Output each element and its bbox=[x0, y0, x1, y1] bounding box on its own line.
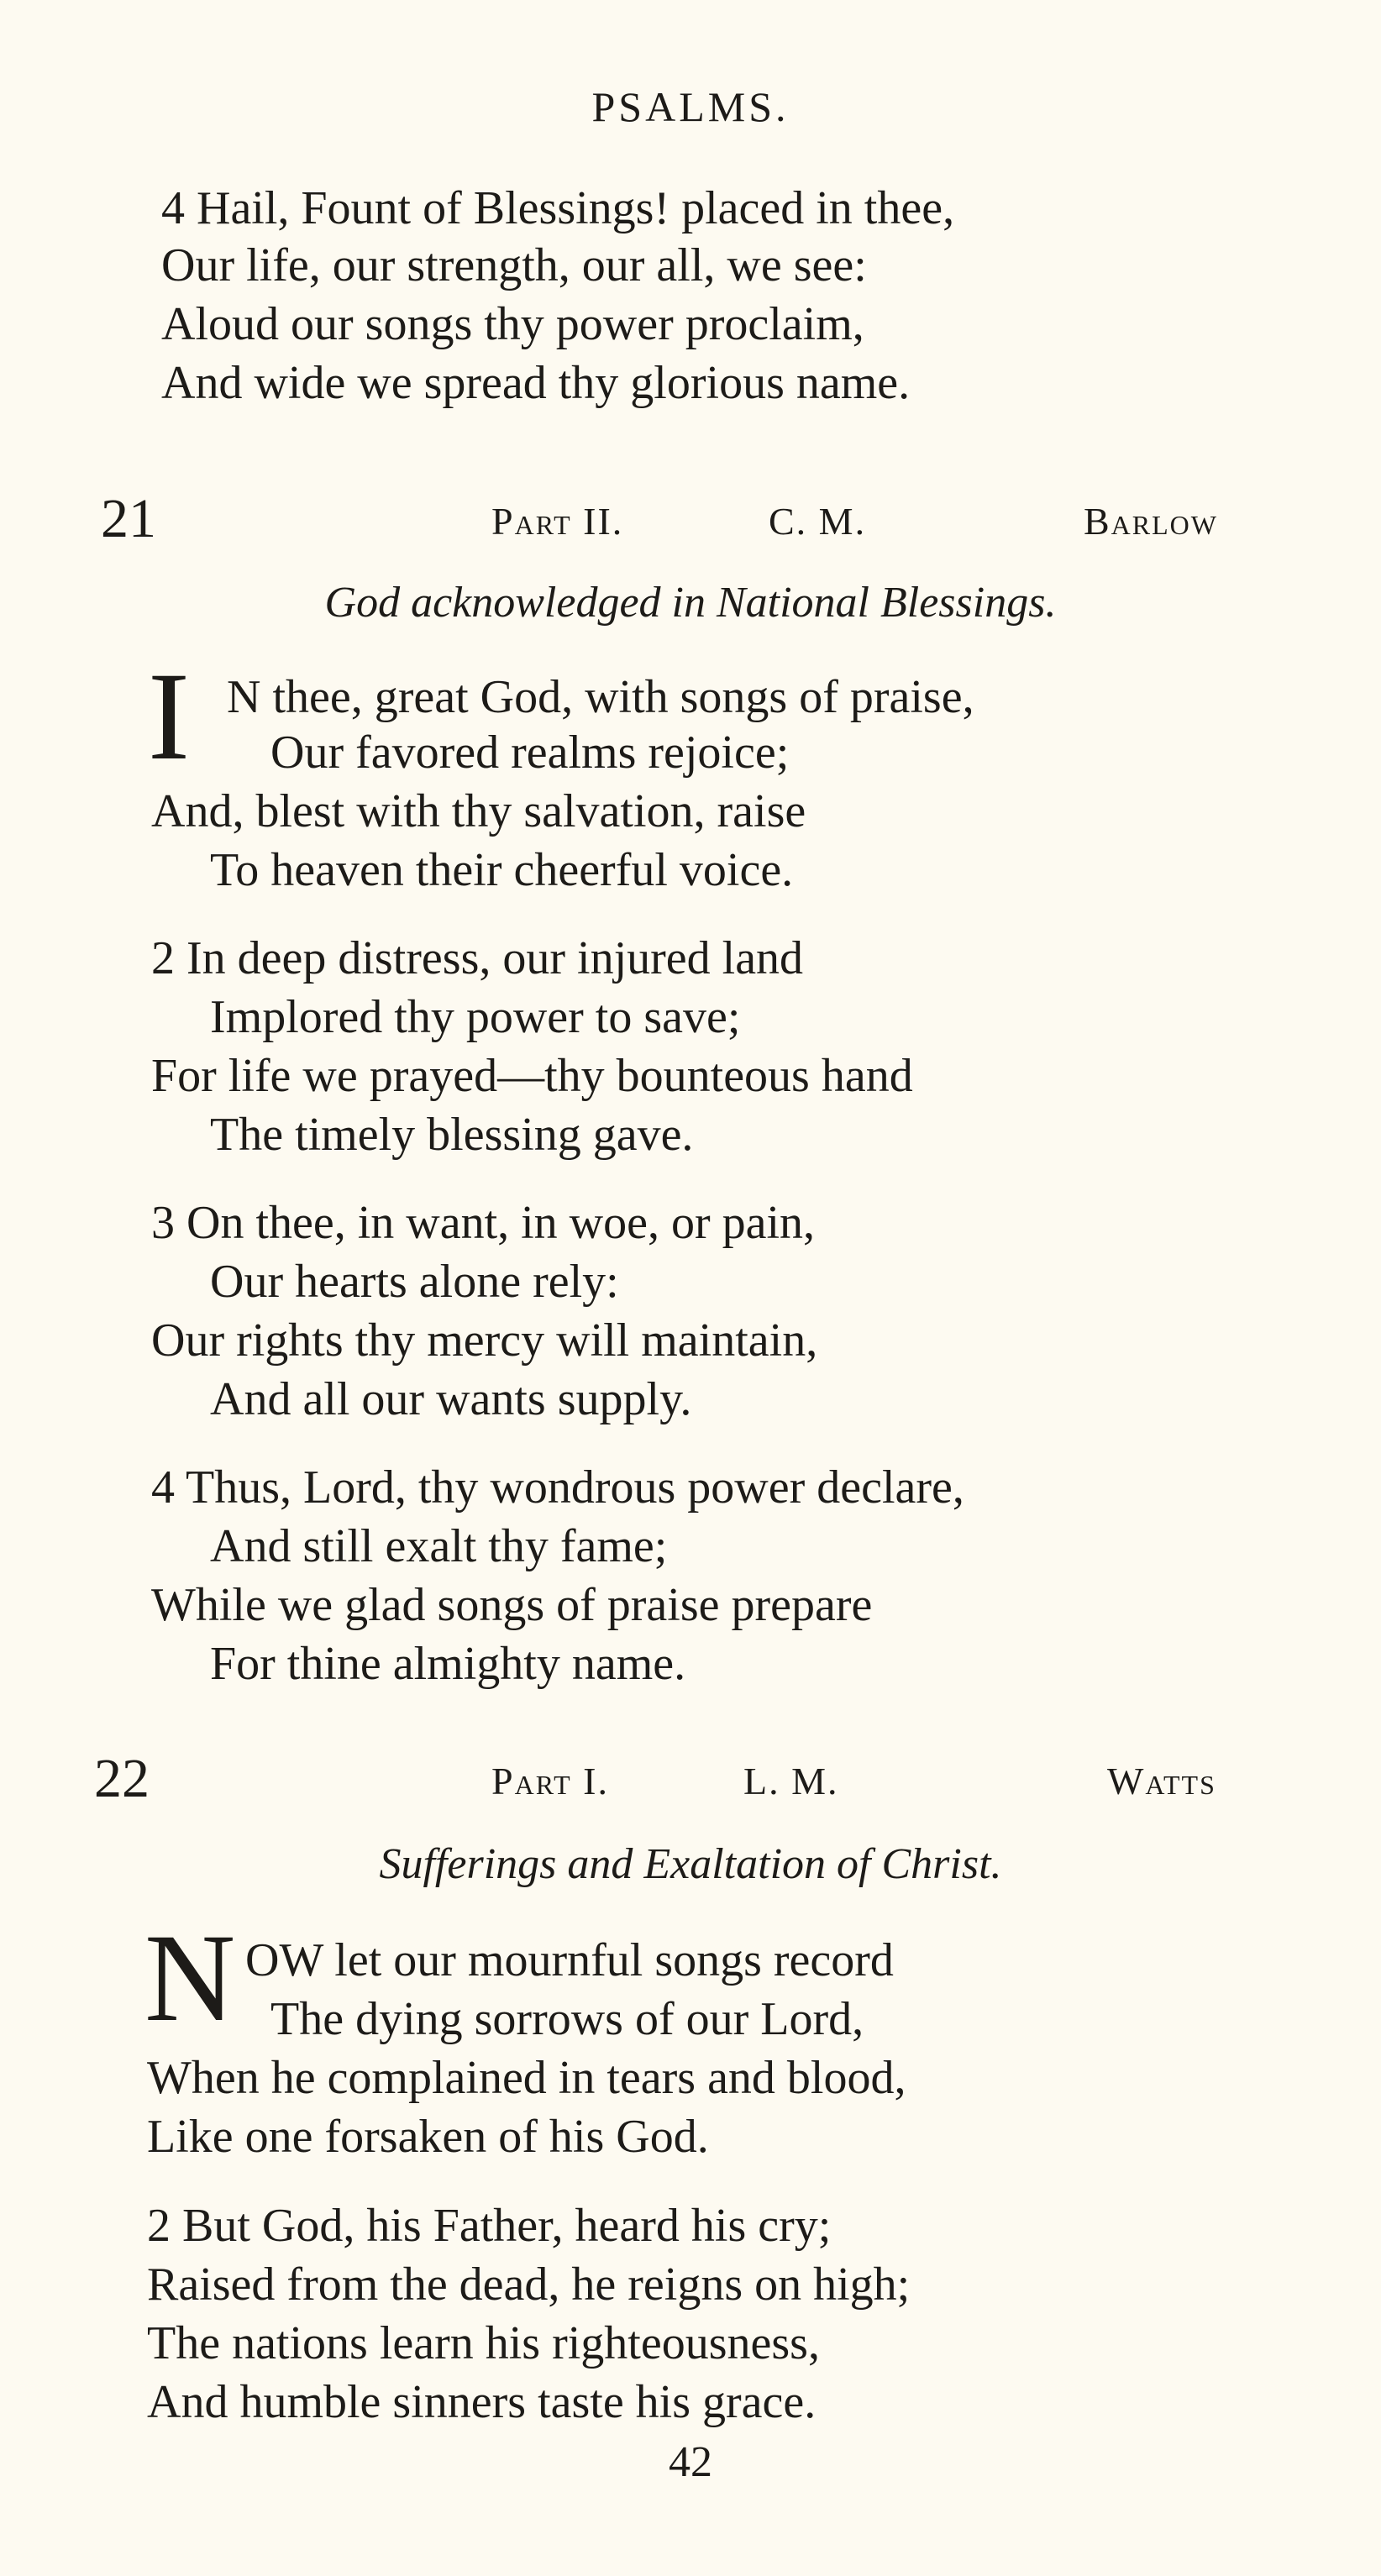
verse-line: And all our wants supply. bbox=[210, 1373, 692, 1425]
verse-line: The dying sorrows of our Lord, bbox=[270, 1993, 864, 2045]
hymn-title: God acknowledged in National Blessings. bbox=[324, 579, 1057, 627]
hymn-meter: C. M. bbox=[769, 500, 867, 543]
verse-line: While we glad songs of praise prepare bbox=[151, 1579, 873, 1631]
verse-line: Our hearts alone rely: bbox=[210, 1256, 619, 1308]
verse-line: Implored thy power to save; bbox=[210, 991, 741, 1043]
verse-line: 2 But God, his Father, heard his cry; bbox=[147, 2200, 832, 2252]
verse-line: For life we prayed—thy bounteous hand bbox=[151, 1050, 913, 1102]
verse-line: The nations learn his righteousness, bbox=[147, 2317, 820, 2369]
verse-line: The timely blessing gave. bbox=[210, 1109, 694, 1161]
verse-line: For thine almighty name. bbox=[210, 1638, 686, 1690]
verse-line: N thee, great God, with songs of praise, bbox=[227, 671, 974, 723]
hymn-part: Part I. bbox=[491, 1760, 609, 1802]
verse-line: 3 On thee, in want, in woe, or pain, bbox=[151, 1197, 816, 1249]
verse-line: 2 In deep distress, our injured land bbox=[151, 932, 804, 984]
verse-line: And humble sinners taste his grace. bbox=[147, 2376, 817, 2428]
verse-line: 4 Hail, Fount of Blessings! placed in thee, bbox=[161, 182, 955, 234]
hymn-author: Barlow bbox=[1084, 500, 1218, 543]
hymn-title: Sufferings and Exaltation of Christ. bbox=[379, 1840, 1002, 1888]
verse-line: OW let our mournful songs record bbox=[245, 1934, 894, 1986]
verse-line: Our life, our strength, our all, we see: bbox=[161, 239, 867, 291]
hymn-number: 22 bbox=[94, 1748, 150, 1809]
drop-cap: I bbox=[148, 647, 190, 786]
verse-line: Our rights thy mercy will maintain, bbox=[151, 1314, 818, 1367]
verse-line: And wide we spread thy glorious name. bbox=[161, 357, 911, 409]
page-number: 42 bbox=[669, 2438, 712, 2486]
hymn-meter: L. M. bbox=[743, 1760, 839, 1802]
running-head: PSALMS. bbox=[591, 83, 790, 130]
hymn-part: Part II. bbox=[491, 500, 624, 543]
verse-line: Raised from the dead, he reigns on high; bbox=[147, 2259, 911, 2311]
verse-line: 4 Thus, Lord, thy wondrous power declare, bbox=[151, 1461, 964, 1514]
verse-line: When he complained in tears and blood, bbox=[147, 2052, 906, 2104]
verse-line: And still exalt thy fame; bbox=[210, 1520, 668, 1572]
verse-line: Like one forsaken of his God. bbox=[147, 2111, 709, 2163]
verse-line: And, blest with thy salvation, raise bbox=[151, 785, 806, 837]
hymn-author: Watts bbox=[1107, 1760, 1216, 1802]
verse-line: To heaven their cheerful voice. bbox=[210, 844, 794, 896]
verse-line: Our favored realms rejoice; bbox=[270, 727, 790, 779]
drop-cap: N bbox=[144, 1908, 236, 2048]
hymn-number: 21 bbox=[101, 488, 156, 549]
verse-line: Aloud our songs thy power proclaim, bbox=[161, 298, 864, 350]
